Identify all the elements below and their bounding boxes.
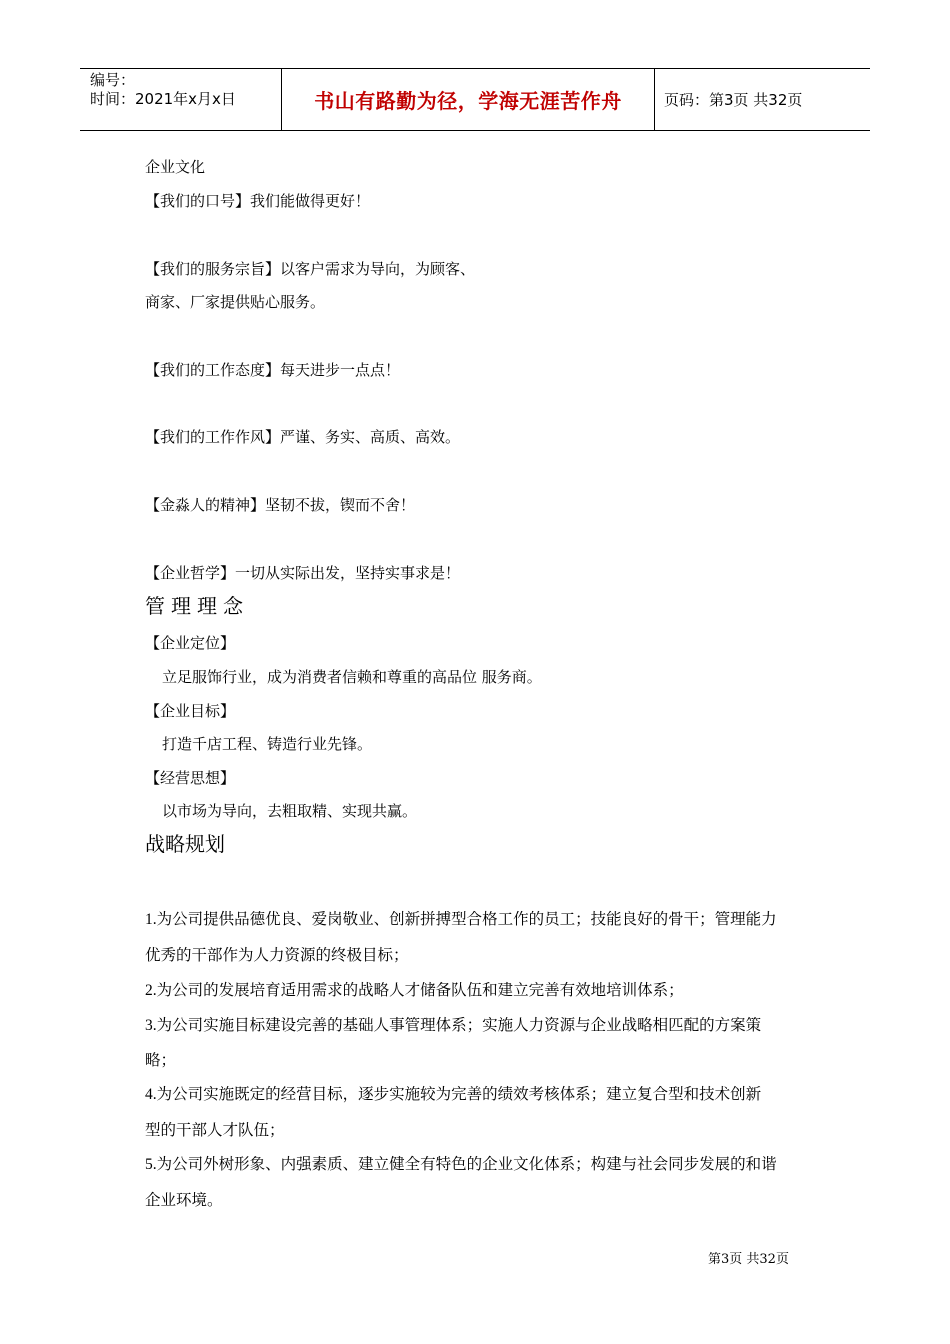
header-motto: 书山有路勤为径，学海无涯苦作舟 <box>314 89 622 113</box>
header-left-cell <box>90 71 236 109</box>
strategy-line: 4.为公司实施既定的经营目标，逐步实施较为完善的绩效考核体系；建立复合型和技术创新 <box>145 1086 762 1103</box>
document-number-label: 编号： <box>90 71 136 89</box>
culture-service-line: 【我们的服务宗旨】以客户需求为导向，为顾客、 <box>145 260 476 278</box>
positioning-text: 立足服饰行业，成为消费者信赖和尊重的高品位 服务商。 <box>162 668 542 686</box>
culture-title: 企业文化 <box>145 158 206 176</box>
header-table <box>80 68 870 131</box>
culture-service-line: 商家、厂家提供贴心服务。 <box>145 293 326 311</box>
positioning-label: 【企业定位】 <box>145 634 236 652</box>
strategy-line: 略； <box>145 1052 177 1069</box>
strategy-line: 5.为公司外树形象、内强素质、建立健全有特色的企业文化体系；构建与社会同步发展的和谐 <box>145 1156 777 1173</box>
strategy-line: 2.为公司的发展培育适用需求的战略人才储备队伍和建立完善有效地培训体系； <box>145 982 684 999</box>
goal-text: 打造千店工程、铸造行业先锋。 <box>162 735 373 753</box>
culture-attitude: 【我们的工作态度】每天进步一点点！ <box>145 361 401 379</box>
culture-style: 【我们的工作作风】严谨、务实、高质、高效。 <box>145 428 461 446</box>
strategy-line: 型的干部人才队伍； <box>145 1122 285 1139</box>
culture-spirit: 【金淼人的精神】坚韧不拔，锲而不舍！ <box>145 496 416 514</box>
strategy-title: 战略规划 <box>145 832 225 856</box>
strategy-line: 企业环境。 <box>145 1192 223 1209</box>
header-page-label: 页码：第3页 共32页 <box>664 91 803 109</box>
goal-label: 【企业目标】 <box>145 702 236 720</box>
document-time-label: 时间：2021年x月x日 <box>90 90 236 108</box>
footer-page-number: 第3页 共32页 <box>708 1252 789 1267</box>
thought-text: 以市场为导向，去粗取精、实现共赢。 <box>162 802 418 820</box>
thought-label: 【经营思想】 <box>145 769 236 787</box>
strategy-line: 3.为公司实施目标建设完善的基础人事管理体系；实施人力资源与企业战略相匹配的方案策 <box>145 1017 762 1034</box>
culture-philosophy: 【企业哲学】一切从实际出发，坚持实事求是！ <box>145 564 461 582</box>
strategy-line: 1.为公司提供品德优良、爱岗敬业、创新拼搏型合格工作的员工；技能良好的骨干；管理能力 <box>145 911 777 928</box>
strategy-line: 优秀的干部作为人力资源的终极目标； <box>145 947 409 964</box>
culture-slogan: 【我们的口号】我们能做得更好！ <box>145 192 371 210</box>
management-title: 管理理念 <box>145 594 249 618</box>
